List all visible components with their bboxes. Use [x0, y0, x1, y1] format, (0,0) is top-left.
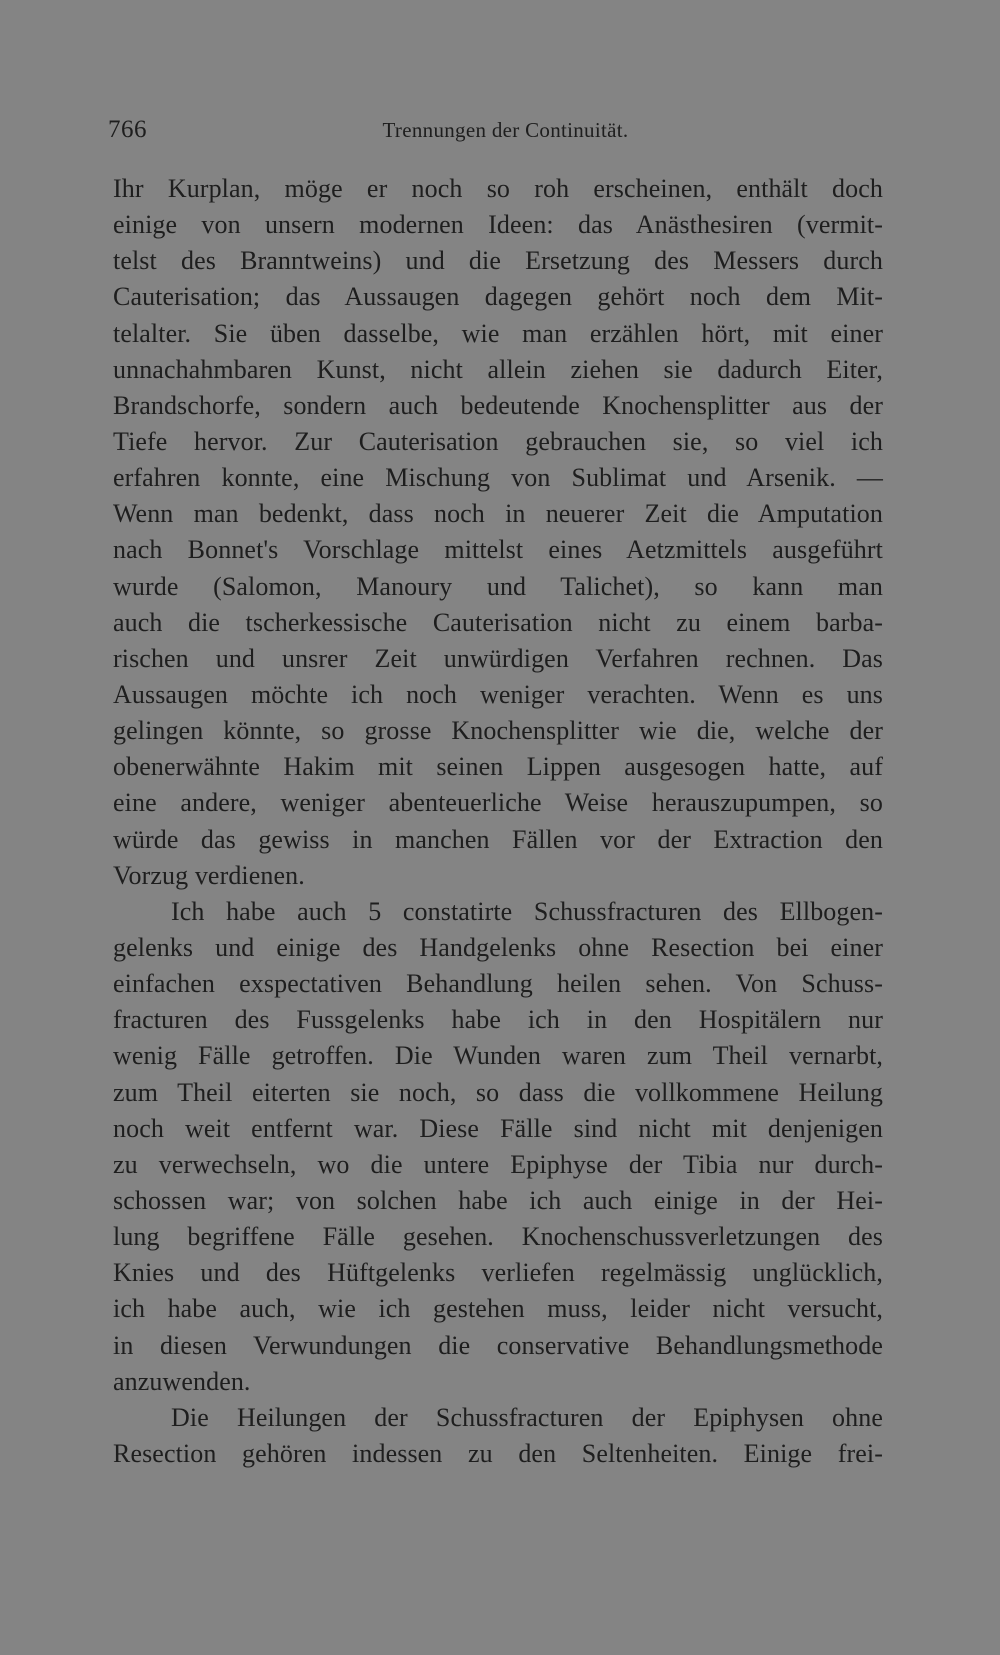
- text-line: Ich habe auch 5 constatirte Schussfracturen des Ellbogen-: [171, 896, 883, 926]
- text-line: in diesen Verwundungen die conservative Behandlungsmethode: [113, 1330, 883, 1360]
- text-line: Tiefe hervor. Zur Cauterisation gebrauchen sie, so viel ich: [113, 426, 883, 456]
- text-line: Die Heilungen der Schussfracturen der Epiphysen ohne: [171, 1402, 883, 1432]
- text-line: Resection gehören indessen zu den Seltenheiten. Einige frei-: [113, 1438, 883, 1468]
- text-line: einige von unsern modernen Ideen: das Anästhesiren (vermit-: [113, 210, 883, 240]
- text-line: auch die tscherkessische Cauterisation nicht zu einem barba-: [113, 607, 883, 637]
- text-line: zu verwechseln, wo die untere Epiphyse der Tibia nur durch-: [113, 1149, 883, 1179]
- page-header: [108, 116, 885, 152]
- page-number: 766: [108, 116, 147, 143]
- body-text: [113, 171, 883, 1472]
- text-line: noch weit entfernt war. Diese Fälle sind nicht mit denjenigen: [113, 1113, 883, 1143]
- text-line: erfahren konnte, eine Mischung von Sublimat und Arsenik. —: [113, 463, 883, 493]
- text-line: Vorzug verdienen.: [113, 860, 305, 890]
- text-line: wenig Fälle getroffen. Die Wunden waren zum Theil vernarbt,: [113, 1041, 883, 1071]
- running-title: Trennungen der Continuität.: [382, 118, 629, 142]
- text-line: fracturen des Fussgelenks habe ich in den Hospitälern nur: [113, 1005, 883, 1035]
- text-line: gelingen könnte, so grosse Knochensplitter wie die, welche der: [113, 716, 883, 746]
- text-line: Knies und des Hüftgelenks verliefen regelmässig unglücklich,: [113, 1258, 883, 1288]
- text-line: anzuwenden.: [113, 1366, 251, 1396]
- text-line: rischen und unsrer Zeit unwürdigen Verfahren rechnen. Das: [113, 643, 883, 673]
- text-line: eine andere, weniger abenteuerliche Weise herauszupumpen, so: [113, 788, 883, 818]
- text-line: Ihr Kurplan, möge er noch so roh erscheinen, enthält doch: [113, 174, 883, 203]
- text-line: telst des Branntweins) und die Ersetzung des Messers durch: [113, 246, 883, 276]
- text-line: Cauterisation; das Aussaugen dagegen gehört noch dem Mit-: [113, 282, 883, 312]
- text-line: Brandschorfe, sondern auch bedeutende Knochensplitter aus der: [113, 390, 883, 420]
- text-line: Aussaugen möchte ich noch weniger verachten. Wenn es uns: [113, 679, 883, 709]
- text-line: zum Theil eiterten sie noch, so dass die vollkommene Heilung: [113, 1077, 883, 1107]
- text-line: ich habe auch, wie ich gestehen muss, leider nicht versucht,: [113, 1294, 883, 1324]
- text-line: einfachen exspectativen Behandlung heilen sehen. Von Schuss-: [113, 969, 883, 999]
- text-line: würde das gewiss in manchen Fällen vor der Extraction den: [113, 824, 883, 854]
- text-line: unnachahmbaren Kunst, nicht allein ziehen sie dadurch Eiter,: [113, 354, 883, 384]
- text-line: lung begriffene Fälle gesehen. Knochenschussverletzungen des: [113, 1222, 883, 1252]
- text-line: wurde (Salomon, Manoury und Talichet), so kann man: [113, 571, 883, 601]
- text-line: schossen war; von solchen habe ich auch einige in der Hei-: [113, 1185, 883, 1215]
- text-line: gelenks und einige des Handgelenks ohne Resection bei einer: [113, 932, 883, 962]
- text-line: Wenn man bedenkt, dass noch in neuerer Zeit die Amputation: [113, 499, 883, 529]
- text-line: obenerwähnte Hakim mit seinen Lippen ausgesogen hatte, auf: [113, 752, 883, 782]
- text-line: telalter. Sie üben dasselbe, wie man erzählen hört, mit einer: [113, 318, 883, 348]
- text-line: nach Bonnet's Vorschlage mittelst eines Aetzmittels ausgeführt: [113, 535, 883, 565]
